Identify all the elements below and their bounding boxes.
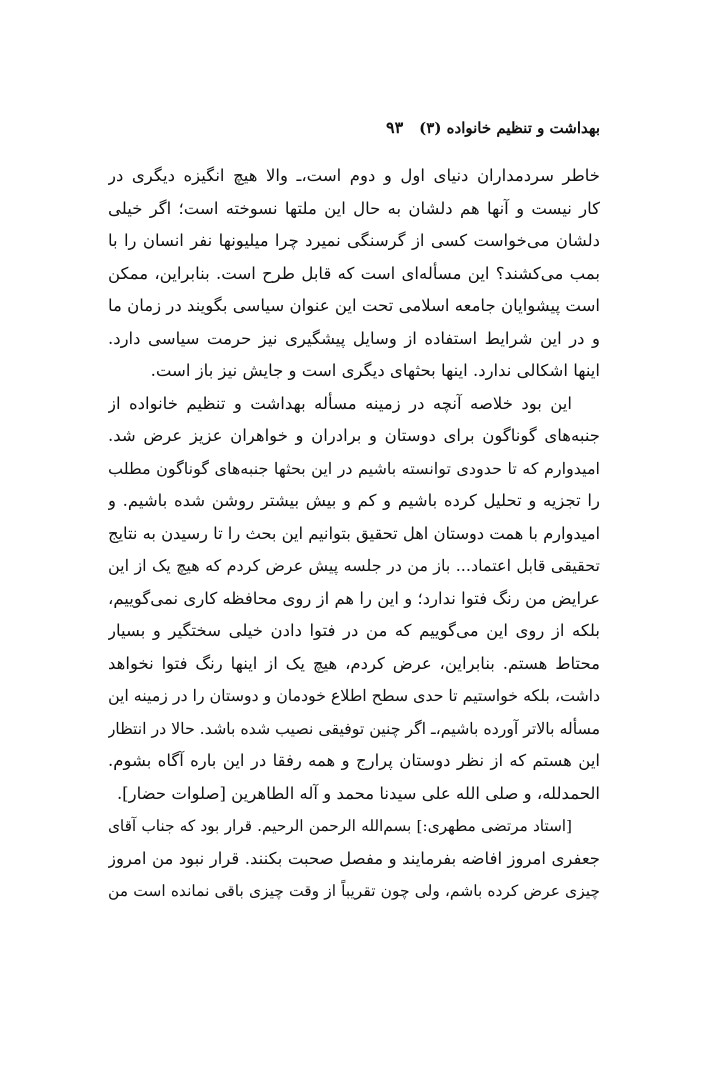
text-line: چیزی عرض کرده باشم، ولی چون تقریباً از وقت چیزی باقی نمانده است من: [108, 882, 600, 900]
running-header: [108, 118, 600, 137]
text-line: جعفری امروز افاضه بفرمایند و مفصل صحبت بکنند. قرار نبود من امروز: [108, 848, 600, 868]
text-line: جنبه‌های گوناگون برای دوستان و برادران و خواهران عزیز عرض شد.: [108, 426, 600, 445]
text-line: بمب می‌کشند؟ این مسأله‌ای است که قابل طرح است. بنابراین، ممکن: [108, 263, 600, 283]
text-line: اینها اشکالی ندارد. اینها بحثهای دیگری است و جایش نیز باز است.: [150, 361, 600, 380]
paragraph-first-line: [استاد مرتضی مطهری:] بسم‌الله الرحمن الرحیم. قرار بود که جناب آقای: [108, 817, 572, 835]
paragraph-first-line: این بود خلاصه آنچه در زمینه مسأله بهداشت و تنظیم خانواده از: [108, 393, 572, 413]
text-line: است پیشوایان جامعه اسلامی تحت این عنوان سیاسی بگویند در زمان ما: [108, 296, 600, 315]
text-line: امیدوارم که تا حدودی توانسته باشیم در این بحثها جنبه‌های گوناگون مطلب: [108, 458, 600, 478]
text-line: تحقیقی قابل اعتماد... باز من در جلسه پیش عرض کردم که هیچ یک از این: [108, 556, 600, 575]
text-line: دلشان می‌خواست کسی از گرسنگی نمیرد چرا میلیونها نفر انسان را با: [108, 231, 600, 250]
text-line: کار نیست و آنها هم دلشان به حال این ملتها نسوخته است؛ اگر خیلی: [108, 198, 600, 218]
text-line: بلکه از روی این می‌گوییم که من در فتوا دادن خیلی سختگیر و بسیار: [108, 621, 600, 640]
text-line: داشت، بلکه خواستیم تا حدی سطح اطلاع خودمان و دوستان را در زمینه این: [108, 686, 600, 705]
body-text: [108, 160, 600, 908]
text-line: محتاط هستم. بنابراین، عرض کردم، هیچ یک از اینها رنگ فتوا نخواهد: [108, 653, 600, 673]
text-line: الحمدلله، و صلی الله علی سیدنا محمد و آله الطاهرین [صلوات حضار].: [116, 783, 600, 803]
text-line: را تجزیه و تحلیل کرده باشیم و کم و بیش بیشتر روشن شده باشیم. و: [108, 491, 600, 510]
text-line: خاطر سردمداران دنیای اول و دوم است،ـ والا هیچ انگیزه دیگری در: [108, 166, 600, 185]
text-line: و در این شرایط استفاده از وسایل پیشگیری نیز حرمت سیاسی دارد.: [108, 328, 600, 348]
text-line: این هستم که از نظر دوستان پرارج و همه رفقا در این باره آگاه بشوم.: [108, 751, 600, 770]
chapter-title: بهداشت و تنظیم خانواده (۳): [419, 119, 600, 137]
text-line: مسأله بالاتر آورده باشیم،ـ اگر چنین توفیقی نصیب شده باشد. حالا در انتظار: [108, 718, 600, 738]
page-number: ۹۳: [385, 118, 404, 137]
text-line: عرایض من رنگ فتوا ندارد؛ و این را هم از روی محافظه کاری نمی‌گوییم،: [108, 588, 600, 608]
text-line: امیدوارم با همت دوستان اهل تحقیق بتوانیم این بحث را تا رسیدن به نتایج: [108, 523, 600, 543]
